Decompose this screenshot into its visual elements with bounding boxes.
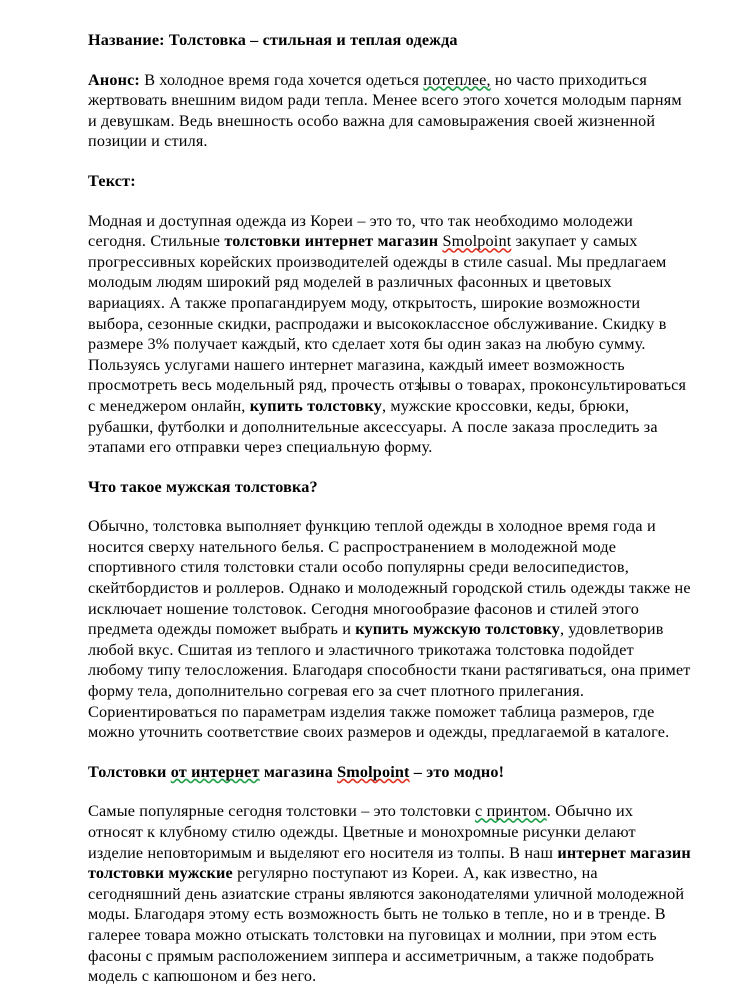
title-label: Название: bbox=[88, 31, 165, 49]
heading3-text-2: магазина bbox=[259, 762, 338, 781]
para1-bold-2: купить толстовку bbox=[249, 396, 382, 415]
para2-bold-1: купить мужскую толстовку bbox=[355, 620, 560, 639]
para2-text-1: Обычно, толстовка выполняет функцию теплой одежды в холодное время года и носится сверху нательного белья. С распространением в молодежной моде спортивного стиля толстовки стали особо популярны среди велосипедистов, скейтбордистов и роллеров. Однако и молодежный городской стиль одежды также не исключает ношение толстовок. Сегодня многообразие фасонов и стилей этого предмета одежды поможет выбрать и bbox=[88, 517, 691, 639]
document-title-line bbox=[88, 30, 692, 51]
anons-paragraph bbox=[88, 70, 692, 152]
para1-text-5: , мужские кроссовки, кеды, брюки, рубашки, футболки и дополнительные аксессуары. А после заказа проследить за этапами его отправки через специальную форму. bbox=[88, 396, 658, 457]
heading3-text-3: – это модно! bbox=[409, 762, 505, 781]
para3-text-1: Самые популярные сегодня толстовки – это толстовки bbox=[88, 802, 476, 821]
para1-text-3: закупает у самых прогрессивных корейских производителей одежды в стиле casual. Мы предлагаем молодым людям широкий ряд моделей в различных фасонных и цветовых вариациях. А также пропагандируем моду, открытость, широкие возможности выбора, сезонные скидки, распродажи и высококлассное обслуживание. Скидку в размере 3% получает каждый, кто сделает хотя бы один заказ на любую сумму. Пользуясь услугами нашего интернет магазина, каждый имеет возможность просмотреть весь модельный ряд, прочесть отз bbox=[88, 232, 667, 395]
section-heading-2: Что такое мужская толстовка? bbox=[88, 477, 318, 496]
grammar-error-s-printom[interactable]: с принтом bbox=[475, 802, 547, 821]
anons-text-2: но часто приходиться жертвовать внешним видом ради тепла. Менее всего этого хочется молодым парням и девушкам. Ведь внешность особо важна для самовыражения своей жизненной позиции и стиля. bbox=[88, 70, 682, 151]
para1-text-1: Модная и доступная одежда из Кореи – это то, что так необходимо молодежи сегодня. Стильные bbox=[88, 211, 634, 251]
para1-bold-1: толстовки интернет магазин bbox=[224, 232, 439, 251]
grammar-error-ot-internet[interactable]: от интернет bbox=[170, 762, 260, 781]
para2-text-2: , удовлетворив любой вкус. Сшитая из теплого и эластичного трикотажа толстовка подойдет любому типу телосложения. Благодаря способности ткани растягиваться, она примет форму тела, дополнительно согревая его за счет плотного прилегания. Сориентироваться по параметрам изделия также поможет таблица размеров, где можно уточнить соответствие своих размеров и одежды, предлагаемой в каталоге. bbox=[88, 620, 691, 742]
heading3-text-1: Толстовки bbox=[88, 762, 171, 781]
anons-text-1: В холодное время года хочется одеться bbox=[140, 70, 424, 89]
spacer bbox=[88, 458, 692, 477]
para3-text-3: регулярно поступают из Кореи. А, как известно, на сегодняшний день азиатские страны являются законодателями уличной молодежной моды. Благодаря этому есть возможность быть не только в тепле, но и в тренде. В галерее товара можно отыскать толстовки на пуговицах и молнии, при этом есть фасоны с прямым расположением зиппера и ассиметричным, а также подобрать модель с капюшоном и без него. bbox=[88, 864, 685, 986]
title-value: Толстовка – стильная и теплая одежда bbox=[164, 31, 458, 49]
body-paragraph-3 bbox=[88, 801, 692, 986]
text-section-label: Текст: bbox=[88, 171, 136, 190]
para3-bold-1: интернет магазин толстовки мужские bbox=[88, 843, 691, 883]
para3-text-2: . Обычно их относят к клубному стилю одежды. Цветные и монохромные рисунки делают изделие неповторимым и выделяют его носителя из толпы. В наш bbox=[88, 802, 636, 862]
body-paragraph-1 bbox=[88, 211, 692, 458]
spacer bbox=[88, 743, 692, 762]
grammar-error-poteplee[interactable]: потеплее, bbox=[423, 70, 491, 89]
spacer bbox=[88, 152, 692, 171]
spacer bbox=[88, 192, 692, 211]
spacer bbox=[88, 497, 692, 516]
spelling-error-smolpoint-1[interactable]: Smolpoint bbox=[442, 232, 512, 251]
body-paragraph-2 bbox=[88, 516, 692, 743]
document-body[interactable] bbox=[88, 30, 692, 987]
spacer bbox=[88, 51, 692, 70]
para1-text-4: ывы о товарах, проконсультироваться с менеджером онлайн, bbox=[88, 376, 687, 415]
spacer bbox=[88, 782, 692, 801]
section-heading-3 bbox=[88, 762, 692, 783]
anons-label: Анонс: bbox=[88, 70, 140, 89]
spelling-error-smolpoint-2[interactable]: Smolpoint bbox=[337, 762, 410, 781]
